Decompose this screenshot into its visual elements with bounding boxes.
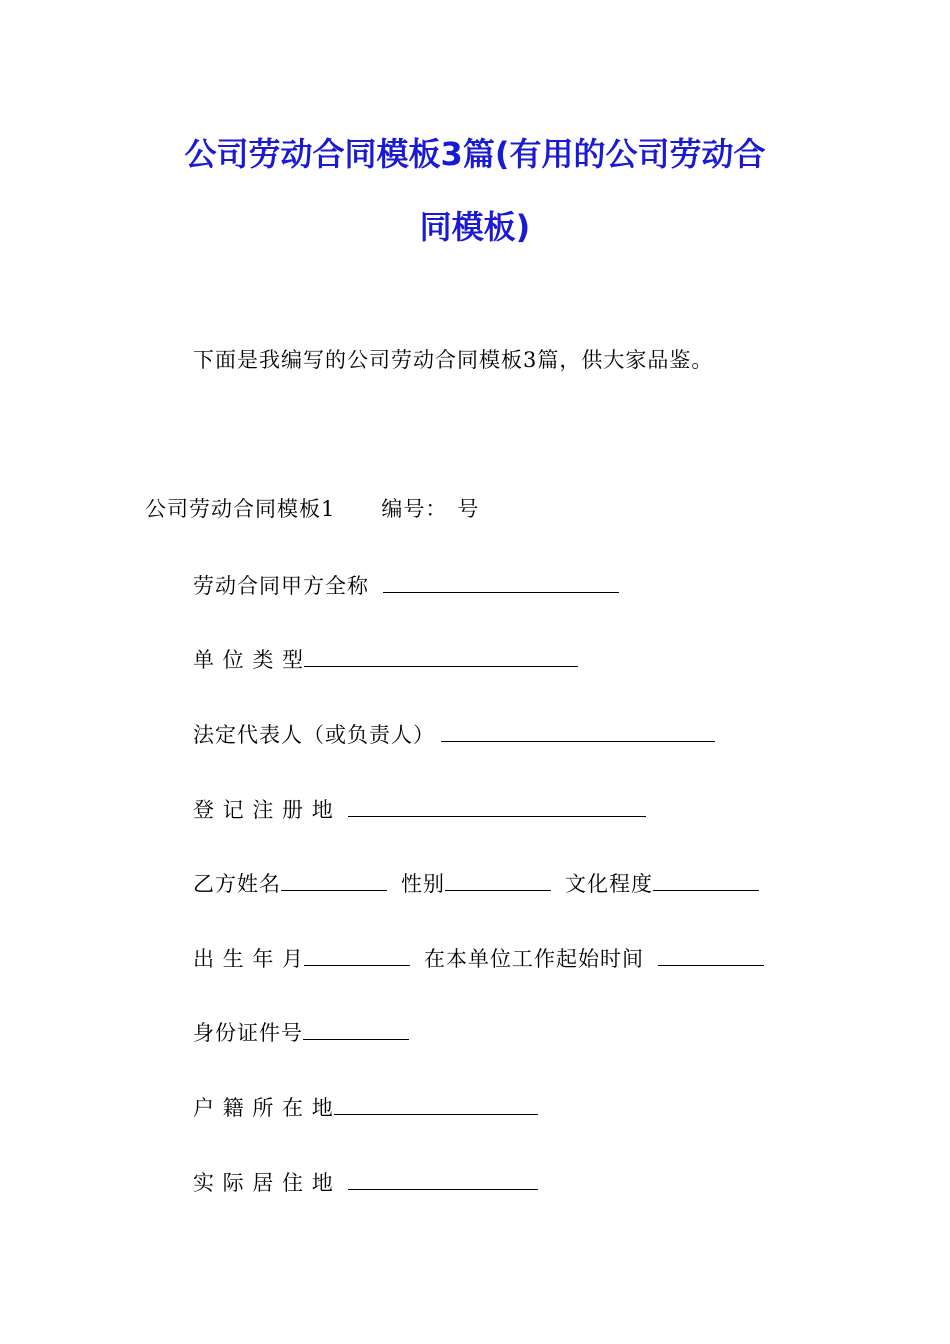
reg-address-blank[interactable]	[348, 794, 646, 817]
residence-blank[interactable]	[348, 1167, 538, 1190]
field-row-party-b	[193, 868, 759, 898]
education-blank[interactable]	[653, 868, 759, 891]
birth-date-label: 出 生 年 月	[193, 947, 305, 971]
start-time-label: 在本单位工作起始时间	[424, 947, 645, 971]
intro-paragraph: 下面是我编写的公司劳动合同模板3篇，供大家品鉴。	[193, 348, 714, 372]
unit-type-blank[interactable]	[304, 644, 578, 667]
reg-address-label: 登 记 注 册 地	[193, 798, 334, 822]
id-number-blank[interactable]	[303, 1017, 409, 1040]
section-heading: 公司劳动合同模板1	[145, 497, 336, 521]
field-row-legal-rep	[193, 719, 715, 749]
field-row-reg-address	[193, 794, 646, 824]
field-row-residence	[193, 1167, 538, 1197]
party-a-name-label: 劳动合同甲方全称	[193, 574, 369, 598]
field-row-unit-type	[193, 644, 578, 674]
unit-type-label: 单 位 类 型	[193, 648, 305, 672]
household-label: 户 籍 所 在 地	[193, 1096, 334, 1120]
household-blank[interactable]	[334, 1092, 538, 1115]
residence-label: 实 际 居 住 地	[193, 1171, 334, 1195]
legal-rep-label: 法定代表人（或负责人）	[193, 723, 435, 747]
document-title-line-1: 公司劳动合同模板3篇(有用的公司劳动合	[184, 135, 766, 173]
number-label: 编号：	[381, 497, 448, 521]
party-b-name-blank[interactable]	[281, 868, 387, 891]
document-title-line-2: 同模板)	[419, 208, 531, 246]
gender-label: 性别	[401, 872, 445, 896]
party-a-name-blank[interactable]	[383, 570, 619, 593]
field-row-id	[193, 1017, 409, 1047]
field-row-household	[193, 1092, 538, 1122]
field-row-party-a	[193, 570, 619, 600]
section-heading-row	[145, 495, 479, 523]
education-label: 文化程度	[565, 872, 653, 896]
birth-date-blank[interactable]	[304, 943, 410, 966]
field-row-birth	[193, 943, 764, 973]
party-b-name-label: 乙方姓名	[193, 872, 281, 896]
number-suffix: 号	[457, 497, 480, 521]
id-number-label: 身份证件号	[193, 1021, 303, 1045]
start-time-blank[interactable]	[658, 943, 764, 966]
gender-blank[interactable]	[445, 868, 551, 891]
legal-rep-blank[interactable]	[441, 719, 715, 742]
